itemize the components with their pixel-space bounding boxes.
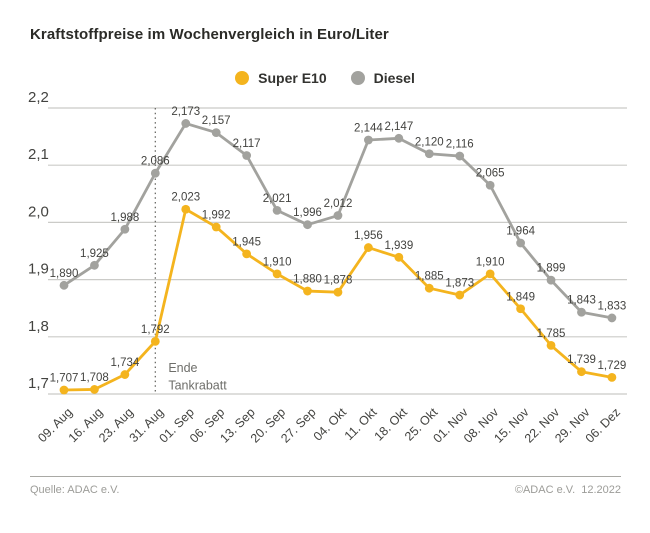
y-axis-tick-label: 2,0	[28, 203, 49, 221]
diesel-point	[212, 128, 221, 137]
super-e10-point	[120, 370, 129, 379]
data-label: 1,878	[323, 274, 353, 287]
data-label: 2,021	[262, 192, 292, 205]
data-label: 1,988	[110, 211, 140, 224]
x-axis-label: 04. Okt	[310, 405, 350, 444]
data-label: 2,116	[445, 138, 474, 151]
legend-label-diesel: Diesel	[373, 70, 415, 86]
x-axis-label: 23. Aug	[96, 405, 137, 446]
x-axis-label: 11. Okt	[341, 405, 380, 443]
chart-title: Kraftstoffpreise im Wochenvergleich in Euro/Liter	[30, 26, 389, 43]
data-label: 2,147	[384, 120, 414, 133]
diesel-point	[273, 206, 282, 215]
super-e10-point	[425, 284, 434, 293]
data-label: 2,120	[414, 136, 444, 149]
data-label: 2,157	[201, 115, 231, 128]
data-label: 1,945	[232, 236, 262, 249]
data-label: 2,086	[140, 155, 170, 168]
super-e10-point	[303, 287, 312, 296]
data-label: 1,849	[506, 291, 535, 304]
x-axis-label: 25. Okt	[402, 405, 441, 444]
super-e10-point	[273, 269, 282, 278]
diesel-point	[364, 136, 373, 145]
copyright-text: ©ADAC e.V. 12.2022	[514, 484, 621, 496]
x-axis-label: 29. Nov	[552, 405, 593, 446]
diesel-point	[181, 119, 190, 128]
x-axis-label: 01. Sep	[156, 405, 197, 446]
data-label: 1,707	[49, 372, 79, 385]
data-label: 1,956	[354, 230, 383, 243]
data-label: 1,939	[384, 239, 414, 252]
super-e10-point	[547, 341, 556, 350]
diesel-point	[608, 314, 617, 323]
super-e10-point	[90, 385, 99, 394]
super-e10-point	[212, 223, 221, 232]
x-axis-label: 06. Sep	[186, 405, 228, 446]
super-e10-point	[151, 337, 160, 346]
x-axis-label: 15. Nov	[491, 405, 532, 446]
data-label: 1,964	[506, 225, 535, 238]
y-axis-tick-label: 2,1	[28, 146, 49, 164]
x-axis-label: 08. Nov	[460, 405, 502, 446]
diesel-point	[334, 211, 343, 220]
x-axis-label: 22. Nov	[521, 405, 563, 446]
data-label: 1,843	[567, 294, 596, 307]
diesel-point	[425, 149, 434, 158]
diesel-point	[60, 281, 69, 290]
diesel-point	[120, 225, 129, 234]
data-label: 1,890	[49, 267, 79, 280]
diesel-point	[303, 220, 312, 229]
data-label: 1,734	[110, 357, 140, 370]
source-text: Quelle: ADAC e.V.	[30, 484, 120, 496]
x-axis-label: 09. Aug	[35, 405, 76, 446]
data-label: 2,065	[475, 167, 505, 180]
data-label: 1,792	[140, 323, 170, 336]
footer-divider	[30, 476, 621, 477]
data-label: 1,833	[597, 300, 627, 313]
data-label: 2,173	[171, 105, 201, 118]
x-axis-label: 16. Aug	[65, 405, 106, 446]
super-e10-point	[516, 304, 525, 313]
super-e10-point	[577, 367, 586, 376]
diesel-point	[486, 181, 495, 190]
x-axis-label: 01. Nov	[430, 405, 471, 446]
super-e10-point	[60, 386, 69, 395]
diesel-point	[516, 239, 525, 248]
super-e10-point	[181, 205, 190, 214]
super-e10-point	[364, 243, 373, 252]
tankrabatt-annotation: Tankrabatt	[168, 378, 227, 393]
data-label: 1,873	[445, 277, 475, 290]
super-e10-point	[455, 291, 464, 300]
footer	[30, 484, 621, 496]
tankrabatt-annotation: Ende	[168, 361, 198, 375]
data-label: 1,992	[201, 209, 231, 222]
y-axis-tick-label: 2,2	[28, 89, 49, 106]
x-axis-label: 13. Sep	[217, 405, 258, 446]
y-axis-tick-label: 1,9	[28, 260, 49, 278]
legend-label-super-e10: Super E10	[258, 70, 327, 86]
data-label: 1,739	[567, 354, 596, 367]
x-axis-label: 06. Dez	[582, 405, 624, 446]
super-e10-point	[334, 288, 343, 297]
super-e10-point	[394, 253, 403, 262]
x-axis-label: 20. Sep	[247, 405, 289, 446]
x-axis-label: 27. Sep	[278, 405, 319, 446]
data-label: 1,880	[293, 273, 322, 286]
x-axis-label: 18. Okt	[371, 405, 410, 444]
data-label: 2,117	[232, 137, 261, 150]
y-axis-tick-label: 1,8	[28, 317, 49, 335]
data-label: 1,910	[475, 256, 505, 269]
super-e10-point	[486, 269, 495, 278]
data-label: 1,996	[293, 207, 322, 220]
super-e10-point	[608, 373, 617, 382]
diesel-point	[90, 261, 99, 270]
data-label: 1,910	[262, 256, 292, 269]
data-label: 2,012	[323, 198, 353, 211]
diesel-point	[547, 276, 556, 285]
data-label: 1,785	[536, 327, 566, 340]
diesel-point	[394, 134, 403, 143]
data-label: 1,925	[80, 247, 109, 260]
data-label: 2,023	[171, 191, 201, 204]
data-label: 1,885	[414, 270, 444, 283]
diesel-point	[455, 152, 464, 161]
diesel-point	[242, 151, 251, 160]
data-label: 1,729	[597, 359, 627, 372]
diesel-point	[577, 308, 586, 317]
super-e10-point	[242, 249, 251, 258]
data-label: 1,899	[536, 262, 566, 275]
data-label: 1,708	[80, 371, 109, 384]
data-label: 2,144	[354, 122, 383, 135]
diesel-point	[151, 169, 160, 178]
y-axis-tick-label: 1,7	[28, 375, 49, 392]
x-axis-label: 31. Aug	[126, 405, 167, 446]
